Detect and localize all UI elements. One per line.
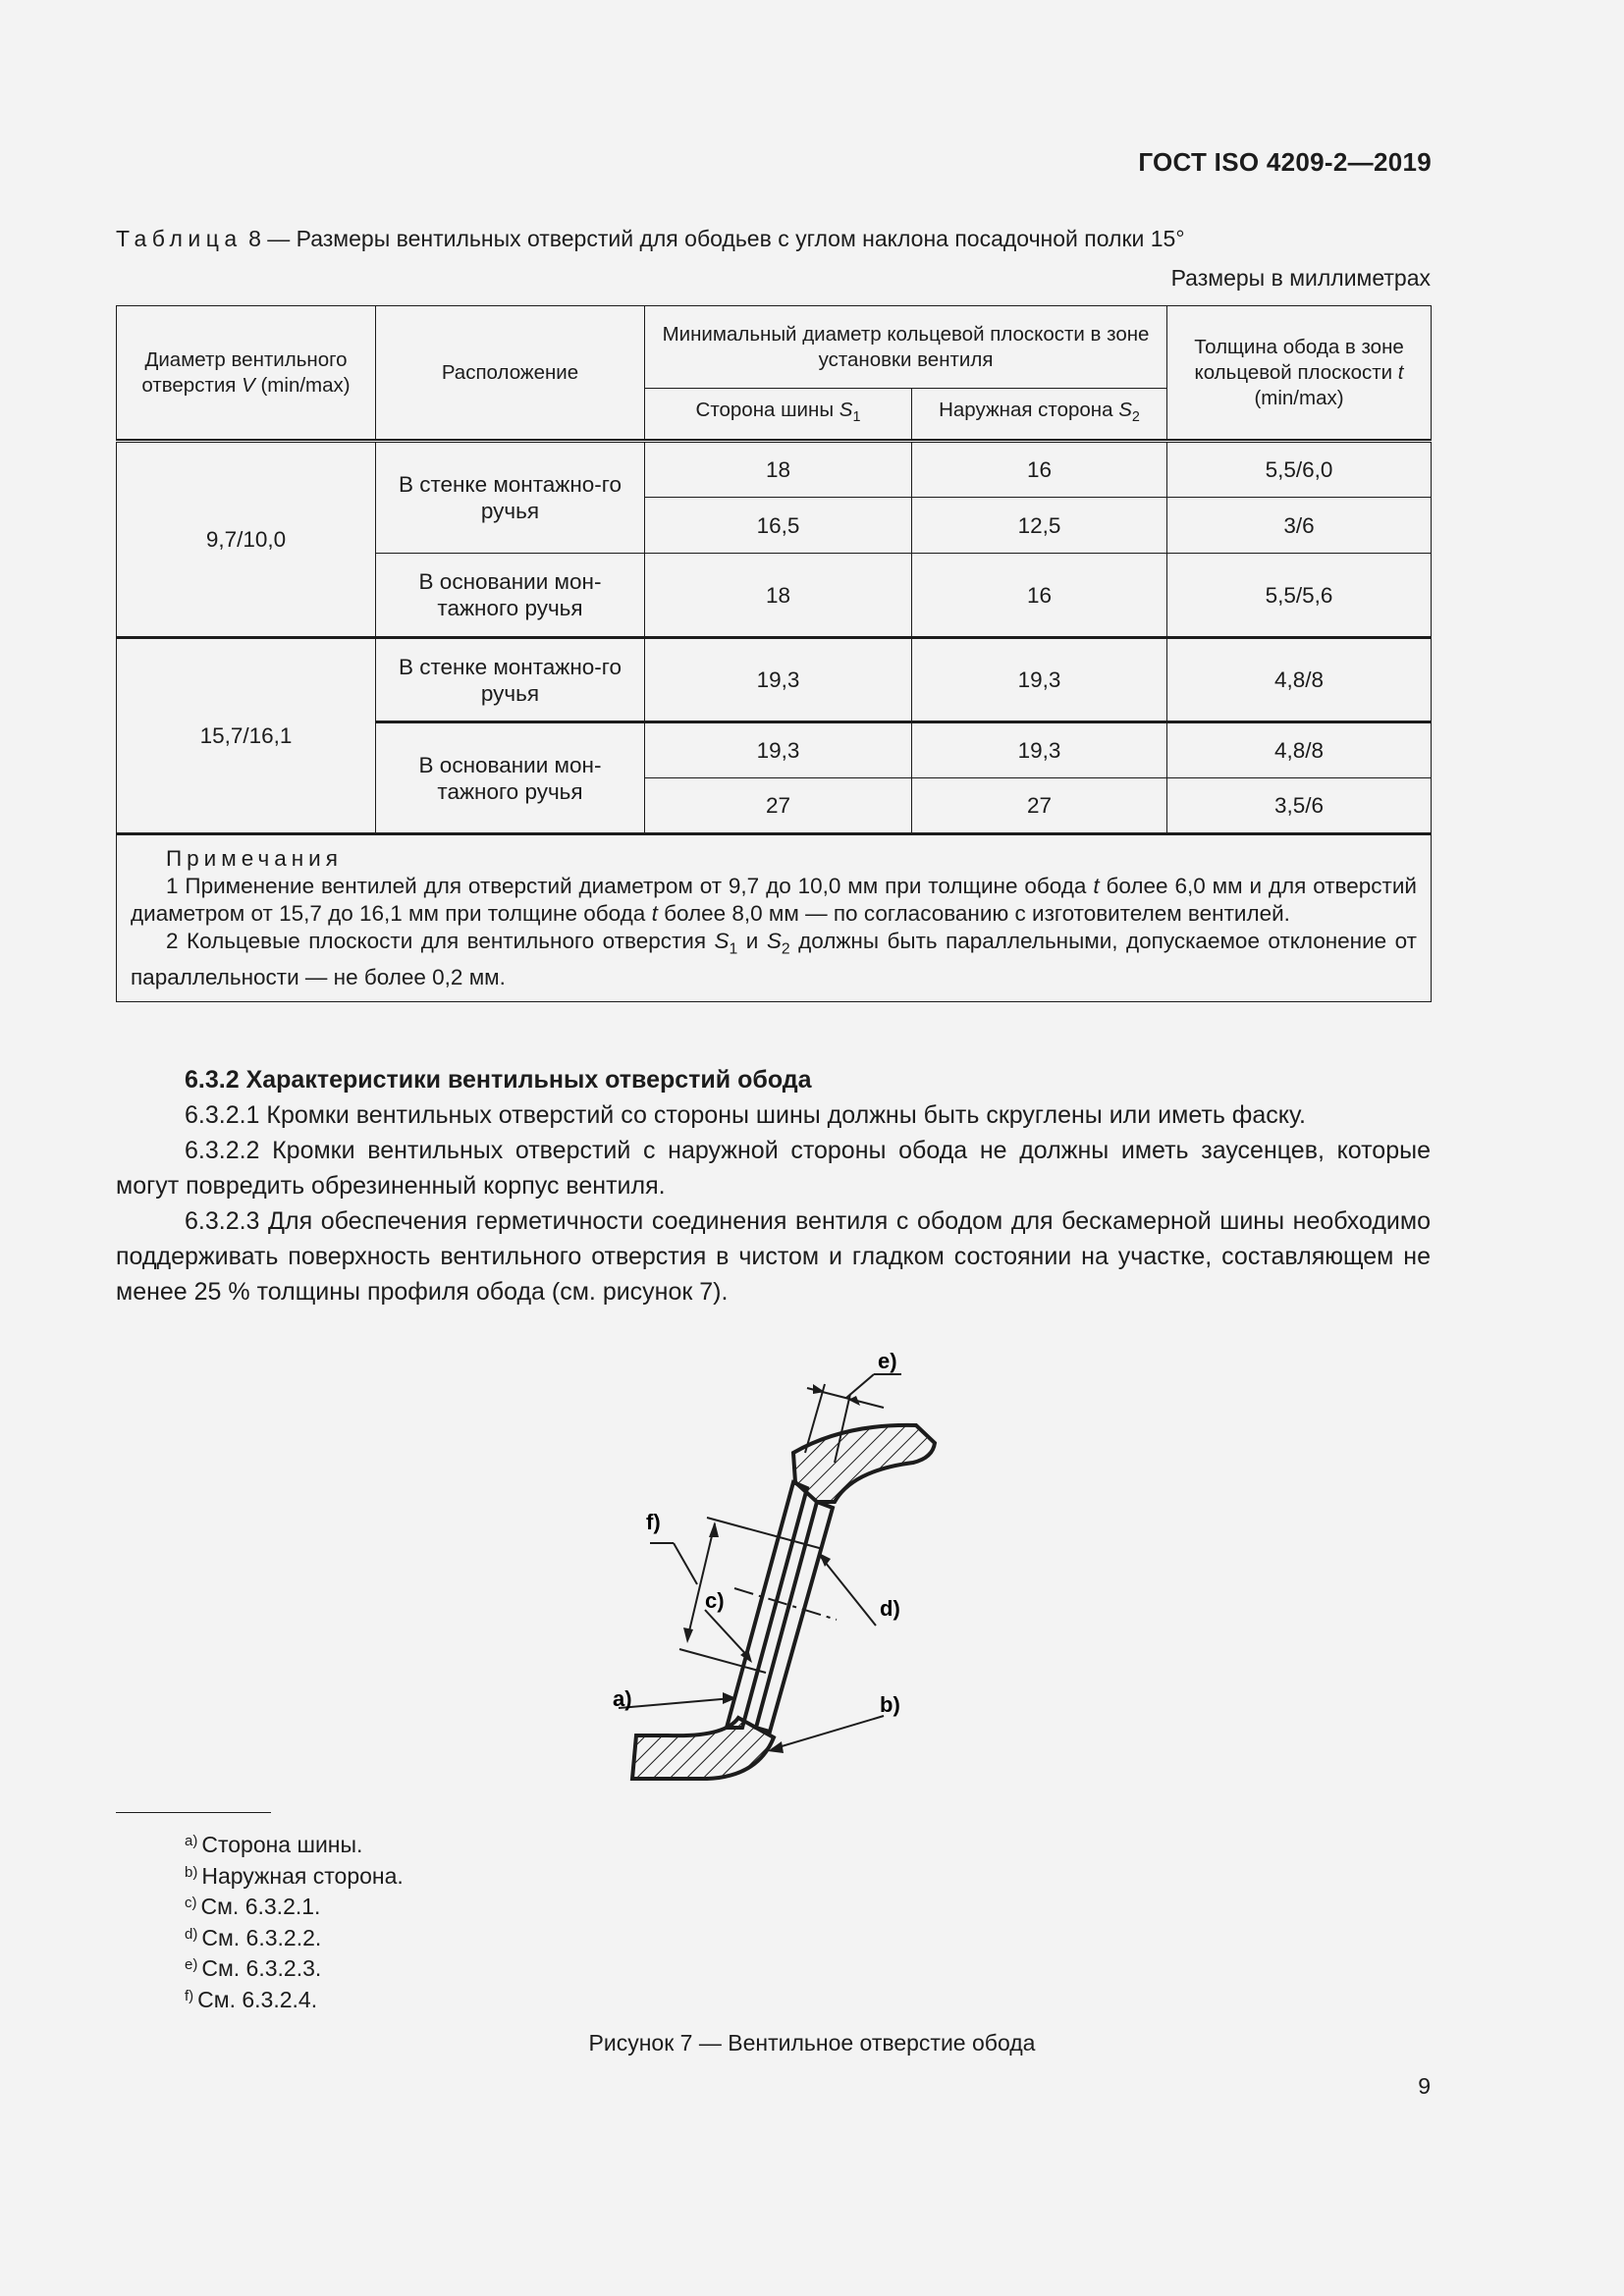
leader-c	[705, 1610, 750, 1659]
table-cell: 5,5/6,0	[1167, 442, 1432, 498]
label-b: b)	[880, 1692, 900, 1717]
footnote: $^{c)}$ См. 6.3.2.1.	[185, 1894, 321, 1919]
page-number: 9	[1418, 2073, 1431, 2099]
table-cell: 3/6	[1167, 498, 1432, 554]
label-d: d)	[880, 1596, 900, 1621]
table-units: Размеры в миллиметрах	[1170, 265, 1431, 291]
footnote: $^{d)}$ См. 6.3.2.2.	[185, 1924, 322, 1950]
note-1: 1 Применение вентилей для отверстий диаметром от 9,7 до 10,0 мм при толщине обода t более 6,0 мм и для отверстий диаметром от 15,7 до 16,1 мм при толщине обода t более 8,0 мм — по согласованию с изготовителем вентилей.	[131, 874, 1417, 926]
table-caption-text: 8 — Размеры вентильных отверстий для ободьев с углом наклона посадочной полки 15°	[248, 226, 1185, 251]
table-cell: 4,8/8	[1167, 638, 1432, 722]
paragraph-6-3-2-1: 6.3.2.1 Кромки вентильных отверстий со стороны шины должны быть скруглены или иметь фаску.	[185, 1101, 1306, 1129]
dimension-f-arrow	[683, 1628, 693, 1643]
header-min-plane-diameter: Минимальный диаметр кольцевой плоскости в зоне установки вентиля	[645, 306, 1167, 389]
table-caption	[116, 226, 1185, 252]
table-cell: 16,5	[645, 498, 912, 554]
location-cell: В основании мон-тажного ручья	[376, 722, 645, 834]
table-cell: 19,3	[912, 638, 1167, 722]
leader-d	[821, 1557, 876, 1626]
label-c: c)	[705, 1588, 725, 1613]
location-cell: В основании мон-тажного ручья	[376, 554, 645, 638]
diameter-cell: 15,7/16,1	[117, 638, 376, 834]
header-diameter: Диаметр вентильного отверстия V (min/max)	[117, 306, 376, 440]
label-f: f)	[646, 1510, 661, 1534]
table-cell: 4,8/8	[1167, 722, 1432, 778]
section-6-3-2	[116, 1062, 1431, 1309]
label-e: e)	[878, 1349, 897, 1373]
footnote-rule	[116, 1812, 271, 1813]
table-cell: 5,5/5,6	[1167, 554, 1432, 638]
table-cell: 16	[912, 554, 1167, 638]
location-cell: В стенке монтажно-го ручья	[376, 638, 645, 722]
notes-heading: Примечания	[166, 846, 343, 871]
footnote: $^{a)}$ Сторона шины.	[185, 1832, 363, 1857]
footnote: $^{b)}$ Наружная сторона.	[185, 1862, 404, 1889]
header-tire-side: Сторона шины $S_1$	[645, 389, 912, 440]
footnote: $^{f)}$ См. 6.3.2.4.	[185, 1986, 318, 2012]
leader-d-arrow	[819, 1553, 831, 1567]
table-cell: 27	[645, 778, 912, 834]
rim-valve-hole-figure	[589, 1325, 982, 1796]
dimension-e-leader	[846, 1374, 874, 1398]
table-cell: 16	[912, 442, 1167, 498]
table-notes	[117, 834, 1432, 1002]
section-heading: 6.3.2 Характеристики вентильных отверстий обода	[185, 1066, 812, 1094]
table-cell: 3,5/6	[1167, 778, 1432, 834]
diameter-cell: 9,7/10,0	[117, 442, 376, 638]
header-outer-side: Наружная сторона $S_2$	[912, 389, 1167, 440]
rim-upper-section	[793, 1425, 935, 1502]
valve-hole-dimensions-table	[116, 305, 1432, 1002]
table-cell: 18	[645, 442, 912, 498]
footnotes	[185, 1828, 404, 2013]
leader-b	[772, 1716, 884, 1749]
label-a: a)	[613, 1686, 632, 1711]
table-caption-word: Таблица	[116, 226, 243, 251]
location-cell: В стенке монтажно-го ручья	[376, 442, 645, 554]
table-cell: 27	[912, 778, 1167, 834]
header-thickness: Толщина обода в зоне кольцевой плоскости t (min/max)	[1167, 306, 1432, 440]
dimension-f-leader	[674, 1543, 697, 1584]
footnote: $^{e)}$ См. 6.3.2.3.	[185, 1955, 322, 1981]
table-cell: 18	[645, 554, 912, 638]
leader-a	[619, 1698, 732, 1708]
paragraph-6-3-2-3: 6.3.2.3 Для обеспечения герметичности соединения вентиля с ободом для бескамерной шины необходимо поддерживать поверхность вентильного отверстия в чистом и гладком состоянии на участке, составляющем не менее 25 % толщины профиля обода (см. рисунок 7).	[116, 1207, 1431, 1306]
table-cell: 19,3	[645, 722, 912, 778]
dimension-f-extension-top	[707, 1518, 823, 1549]
dimension-f-line	[687, 1523, 715, 1639]
note-2: 2 Кольцевые плоскости для вентильного отверстия $S_1$ и $S_2$ должны быть параллельными, допускаемое отклонение от параллельности — не более 0,2 мм.	[131, 929, 1417, 989]
dimension-f-extension-bottom	[679, 1649, 766, 1673]
figure-caption: Рисунок 7 — Вентильное отверстие обода	[588, 2030, 1036, 2056]
paragraph-6-3-2-2: 6.3.2.2 Кромки вентильных отверстий с наружной стороны обода не должны иметь заусенцев, которые могут повредить обрезиненный корпус вентиля.	[116, 1137, 1431, 1200]
document-code-header: ГОСТ ISO 4209-2—2019	[1138, 147, 1432, 177]
header-location: Расположение	[376, 306, 645, 440]
table-cell: 19,3	[912, 722, 1167, 778]
table-cell: 12,5	[912, 498, 1167, 554]
table-cell: 19,3	[645, 638, 912, 722]
